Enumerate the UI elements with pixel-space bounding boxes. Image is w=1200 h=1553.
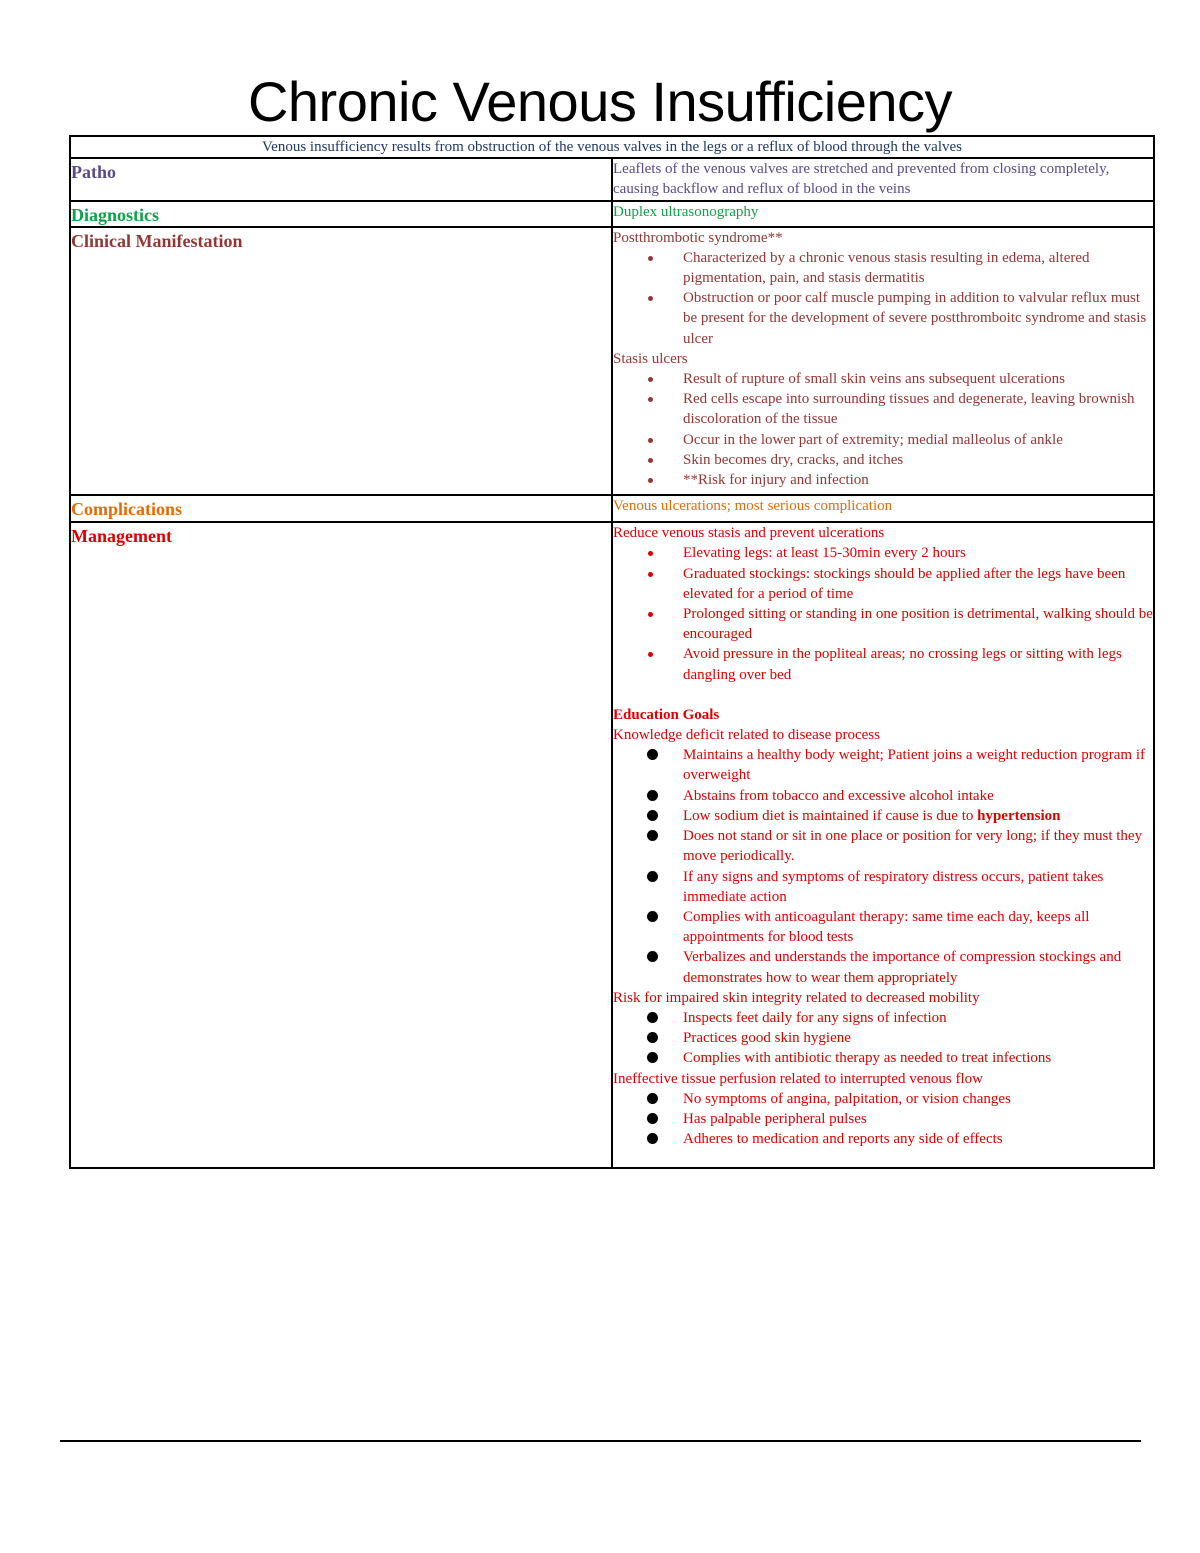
spacer: [613, 685, 1153, 705]
list-item: Practices good skin hygiene: [683, 1028, 1153, 1048]
clinical-label: Clinical Manifestation: [71, 230, 243, 251]
list-item: No symptoms of angina, palpitation, or vision changes: [683, 1089, 1153, 1109]
goal-heading: Risk for impaired skin integrity related to decreased mobility: [613, 989, 980, 1006]
management-intro: Reduce venous stasis and prevent ulcerations: [613, 525, 885, 542]
complications-label-cell: [70, 495, 612, 522]
list-item: Abstains from tobacco and excessive alcohol intake: [683, 786, 1153, 806]
list-item: If any signs and symptoms of respiratory distress occurs, patient takes immediate action: [683, 867, 1153, 907]
patho-row: [70, 158, 1154, 200]
management-label: Management: [71, 526, 172, 547]
complications-label: Complications: [71, 499, 183, 520]
complications-row: [70, 495, 1154, 522]
list-item: Occur in the lower part of extremity; medial malleolus of ankle: [683, 430, 1153, 450]
patho-text: Leaflets of the venous valves are stretched and prevented from closing completely, causing backflow and reflux of blood in the veins: [612, 158, 1154, 200]
list-item: Inspects feet daily for any signs of infection: [683, 1008, 1153, 1028]
list-item: Complies with antibiotic therapy as needed to treat infections: [683, 1048, 1153, 1068]
list-item: Complies with anticoagulant therapy: same time each day, keeps all appointments for blood tests: [683, 907, 1153, 947]
diagnostics-label: Diagnostics: [71, 204, 160, 225]
clinical-content: [612, 227, 1154, 496]
goal-heading: Knowledge deficit related to disease process: [613, 727, 880, 744]
list-item: Adheres to medication and reports any side of effects: [683, 1129, 1153, 1149]
list-item: Verbalizes and understands the importance of compression stockings and demonstrates how to wear them appropriately: [683, 947, 1153, 987]
list-item: Has palpable peripheral pulses: [683, 1109, 1153, 1129]
hypertension-emphasis: hypertension: [977, 807, 1061, 824]
complications-text: Venous ulcerations; most serious complication: [612, 495, 1154, 522]
page-title: Chronic Venous Insufficiency: [247, 70, 953, 133]
footer-divider: [60, 1440, 1141, 1442]
diagnostics-row: [70, 201, 1154, 227]
diagnostics-label-cell: [70, 201, 612, 227]
list-item: Red cells escape into surrounding tissues and degenerate, leaving brownish discoloration of the tissue: [683, 389, 1153, 429]
goal-list: [613, 745, 1153, 987]
diagnostics-text: Duplex ultrasonography: [612, 201, 1154, 227]
management-row: [70, 522, 1154, 1168]
list-item: Elevating legs: at least 15-30min every 2 hours: [683, 543, 1153, 563]
list-item: Does not stand or sit in one place or position for very long; if they must they move periodically.: [683, 826, 1153, 866]
list-item: Avoid pressure in the popliteal areas; no crossing legs or sitting with legs dangling over bed: [683, 644, 1153, 684]
list-item: Maintains a healthy body weight; Patient joins a weight reduction program if overweight: [683, 745, 1153, 785]
education-goals-heading: Education Goals: [613, 706, 720, 723]
list-item: Obstruction or poor calf muscle pumping in addition to valvular reflux must be present for the development of severe postthromboitc syndrome and stasis ulcer: [683, 288, 1153, 349]
list-item: Result of rupture of small skin veins ans subsequent ulcerations: [683, 369, 1153, 389]
goal-heading: Ineffective tissue perfusion related to interrupted venous flow: [613, 1070, 984, 1087]
goal-list: [613, 1008, 1153, 1069]
clinical-row: [70, 227, 1154, 496]
patho-label: Patho: [71, 162, 116, 183]
sodium-text: Low sodium diet is maintained if cause is due to: [683, 807, 978, 824]
patho-label-cell: [70, 158, 612, 200]
intro-row: [70, 136, 1154, 158]
list-item: Graduated stockings: stockings should be applied after the legs have been elevated for a period of time: [683, 564, 1153, 604]
clinical-group-heading: Stasis ulcers: [613, 350, 688, 367]
summary-table: [69, 135, 1155, 1169]
clinical-group-heading: Postthrombotic syndrome**: [613, 229, 783, 246]
list-item: Skin becomes dry, cracks, and itches: [683, 450, 1153, 470]
list-item: Prolonged sitting or standing in one position is detrimental, walking should be encouraged: [683, 604, 1153, 644]
list-item: Characterized by a chronic venous stasis resulting in edema, altered pigmentation, pain, and stasis dermatitis: [683, 248, 1153, 288]
list-item: **Risk for injury and infection: [683, 470, 1153, 490]
management-list: [613, 543, 1153, 684]
clinical-label-cell: [70, 227, 612, 496]
management-content: [612, 522, 1154, 1168]
list-item: [683, 806, 1153, 826]
clinical-list: [613, 248, 1153, 349]
clinical-list: [613, 369, 1153, 490]
management-label-cell: [70, 522, 612, 1168]
intro-text: Venous insufficiency results from obstruction of the venous valves in the legs or a reflux of blood through the valves: [70, 136, 1154, 158]
goal-list: [613, 1089, 1153, 1150]
